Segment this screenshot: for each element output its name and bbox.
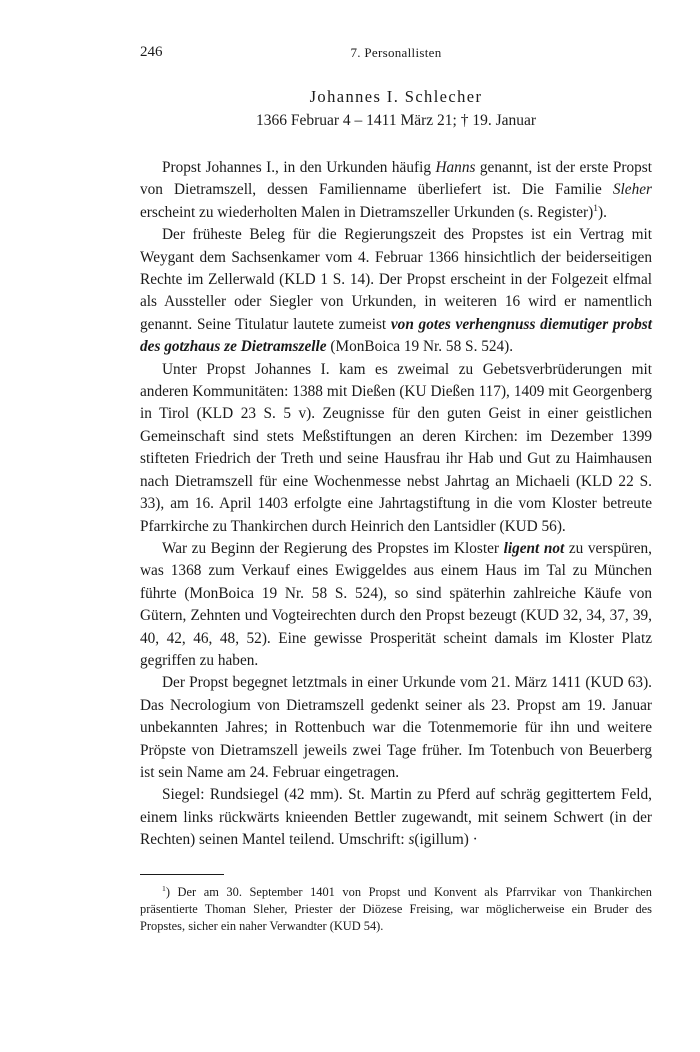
entry-heading bbox=[140, 85, 652, 133]
text-run: ) Der am 30. September 1401 von Propst und Konvent als Pfarrvikar von Thankirchen präsentierte Thoman Sleher, Priester der Diözese Freising, war möglicherweise ein Bruder des Propstes, sicher ein naher Verwandter (KUD 54). bbox=[140, 885, 652, 933]
text-run: zu verspüren, was 1368 zum Verkauf eines Ewiggeldes aus einem Haus im Tal zu München führte (MonBoica 19 Nr. 58 S. 524), so sind späterhin zahlreiche Käufe von Gütern, Zehnten und Vogteirechten durch den Propst bezeugt (KUD 32, 34, 37, 39, 40, 42, 46, 48, 52). Eine gewisse Prosperität scheint damals im Kloster Platz gegriffen zu haben. bbox=[140, 539, 652, 669]
paragraph bbox=[140, 672, 652, 784]
footnote-divider bbox=[140, 874, 224, 875]
text-run: Siegel: Rundsiegel (42 mm). St. Martin zu Pferd auf schräg gegittertem Feld, einem links rückwärts knieenden Bettler zugewandt, mit seinem Schwert (in der Rechten) seinen Mantel teilend. Umschrift: bbox=[140, 786, 652, 849]
text-run: War zu Beginn der Regierung des Propstes im Kloster bbox=[162, 539, 504, 557]
text-run: (MonBoica 19 Nr. 58 S. 524). bbox=[326, 338, 514, 356]
emphasized-text: von gotes verhengnuss diemutiger probst des gotzhaus ze Dietramszelle bbox=[140, 315, 652, 356]
text-run: (igillum) · bbox=[414, 831, 478, 849]
footnote-marker: 1 bbox=[162, 883, 166, 893]
footnotes bbox=[140, 884, 652, 934]
emphasized-text: s bbox=[408, 831, 415, 849]
entry-dates: 1366 Februar 4 – 1411 März 21; † 19. Januar bbox=[255, 112, 537, 129]
text-run: Unter Propst Johannes I. kam es zweimal zu Gebetsverbrüderungen mit anderen Kommunitäten: 1388 mit Dießen (KU Dießen 117), 1409 mit Georgenberg in Tirol (KLD 23 S. 5 v). Zeugnisse für den guten Geist in einer geistlichen Gemeinschaft sind stets Meßstiftungen an deren Kirchen: im Dezember 1399 stifteten Friedrich der Treth und seine Hausfrau ihr Hab und Gut zu Haimhausen nach Dietramszell für eine Wochenmesse nebst Jahrtag an Michaeli (KLD 22 S. 33), am 16. April 1403 erfolgte eine Jahrtagstiftung in die vom Kloster betreute Pfarrkirche zu Thankirchen durch Heinrich den Lantsidler (KUD 56). bbox=[140, 360, 652, 535]
paragraph bbox=[140, 359, 652, 538]
emphasized-text: Hanns bbox=[435, 159, 476, 176]
body-text bbox=[140, 157, 652, 852]
page-header bbox=[140, 44, 652, 64]
text-run: ). bbox=[597, 203, 607, 221]
footnote-marker: 1 bbox=[593, 203, 598, 214]
emphasized-text: ligent not bbox=[503, 539, 565, 557]
text-run: erscheint zu wiederholten Malen in Dietramszeller Urkunden (s. Register) bbox=[140, 203, 594, 221]
page-number: 246 bbox=[140, 44, 163, 60]
paragraph bbox=[140, 157, 652, 224]
text-run: Der Propst begegnet letztmals in einer Urkunde vom 21. März 1411 (KUD 63). Das Necrologium von Dietramszell gedenkt seiner als 23. Propst am 19. Januar unbekannten Jahres; in Rottenbuch war die Totenmemorie für ihn und weitere Pröpste von Dietramszell jeweils zwei Tage früher. Im Totenbuch von Beuerberg ist sein Name am 24. Februar eingetragen. bbox=[140, 674, 652, 781]
text-run: genannt, ist der erste Propst von Dietramszell, dessen Familienname überliefert ist. Die Familie bbox=[140, 159, 652, 199]
entry-title: Johannes I. Schlecher bbox=[309, 87, 483, 106]
paragraph bbox=[140, 538, 652, 672]
running-head: 7. Personallisten bbox=[350, 45, 442, 60]
paragraph bbox=[140, 224, 652, 358]
emphasized-text: Sleher bbox=[612, 181, 652, 199]
text-run: Propst Johannes I., in den Urkunden häufig bbox=[162, 159, 436, 176]
paragraph bbox=[140, 784, 652, 851]
text-run: Der früheste Beleg für die Regierungszeit des Propstes ist ein Vertrag mit Weygant dem Sachsenkamer vom 4. Februar 1366 hinsichtlich der beiderseitigen Rechte im Zellerwald (KLD 1 S. 14). Der Propst erscheint in der Folgezeit elfmal als Aussteller oder Siegler von Urkunden, in weiteren 16 wird er namentlich genannt. Seine Titulatur lautete zumeist bbox=[140, 226, 652, 333]
footnote bbox=[140, 884, 652, 934]
